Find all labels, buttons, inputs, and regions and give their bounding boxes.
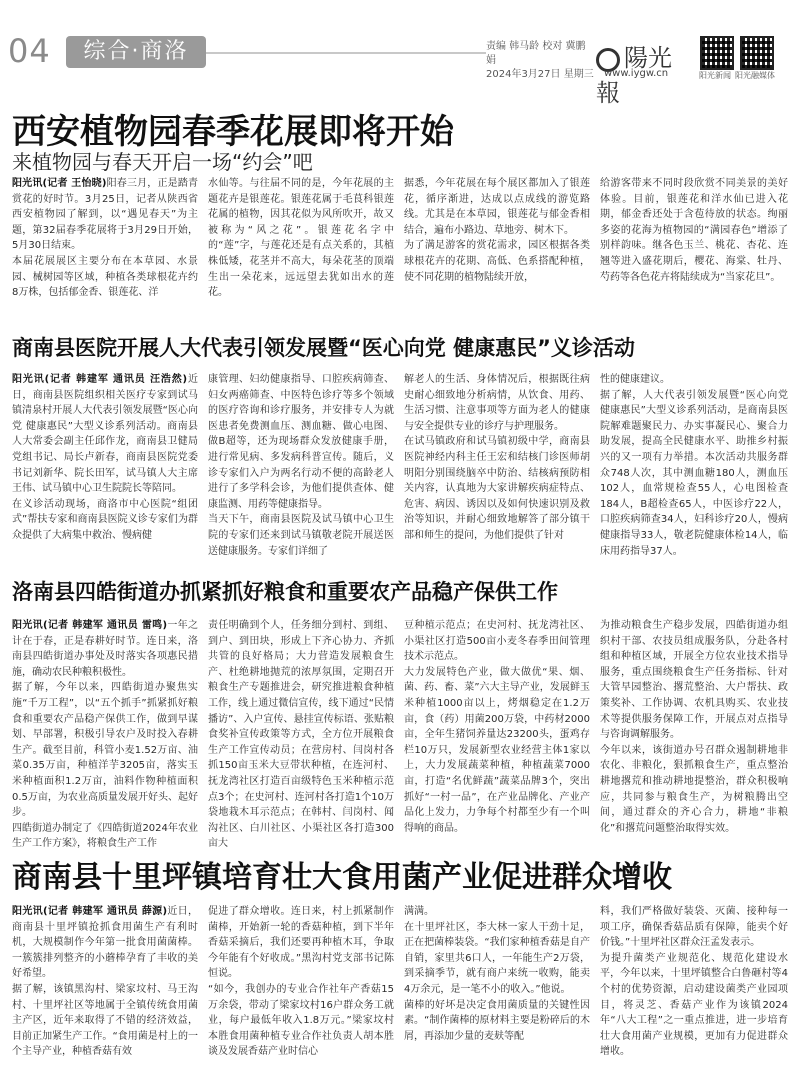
article-1-col-3: 据悉，今年花展在每个展区都加入了银莲花，循序渐进，达成以点成线的游览路线。尤其是在本草园，银莲花与郁金香相结合，遍布小路边、草地旁、树木下。 为了满足游客的赏花需求，园区根据各类球根花卉的花期、高低、色系搭配种植，使不同花期的植物陆续开放， — [404, 178, 590, 283]
page-number: 04 — [8, 32, 51, 70]
article-1-title: 西安植物园春季花展即将开始 — [12, 112, 454, 152]
article-2-column — [12, 372, 198, 558]
qr-label-1: 阳光新闻 — [699, 71, 731, 80]
article-2-title: 商南县医院开展人大代表引领发展暨“医心向党 健康惠民”义诊活动 — [12, 336, 635, 360]
section-tag: 综合·商洛 — [66, 36, 206, 68]
article-4-byline: 阳光讯(记者 韩建军 通讯员 薛源) — [12, 906, 168, 917]
article-4-col-2: 促进了群众增收。连日来，村上抓紧制作菌棒，开始新一轮的香菇种植，到下半年香菇采摘后，我们还要再种植木耳，争取今年能有个好收成。”黑沟村党支部书记陈恒说。 “如今，我创办的专业合作社年产香菇15万余袋，带动了梁家坟村16户群众务工就业，每户最低年收入1.8万元。”梁家坟村本胜食用菌种植专业合作社负责人胡本胜谈及发展香菇产业时信心 — [208, 906, 394, 1058]
article-4-col-1: 近日，商南县十里坪镇抢抓食用菌生产有利时机，大规模制作今年第一批食用菌菌棒。一簇簇排列整齐的小蘑棒孕育了丰收的美好希望。 据了解，该镇黑沟村、梁家坟村、马王沟村、十里坪社区等地属于全镇传统食用菌主产区，近年来取得了不错的经济效益，目前正加紧生产工作。“食用菌是村上的一个主导产业，种植香菇有效 — [12, 906, 198, 1058]
article-4-col-3: 满满。 在十里坪社区，李大林一家人干劲十足，正在把菌棒装袋。“我们家种植香菇是自产自销，家里共6口人，一年能生产2万袋，到采摘季节，就有商户来统一收购，能卖4万余元，是一笔不小的收入。”他说。 菌棒的好坏是决定食用菌质量的关键性因素。“制作菌棒的原材料主要是粉碎后的木屑，再添加少量的麦麸等配 — [404, 906, 590, 1042]
article-4-title: 商南县十里坪镇培育壮大食用菌产业促进群众增收 — [12, 860, 672, 895]
website-url: www.iygw.cn — [604, 68, 669, 79]
article-3-column — [12, 618, 198, 850]
article-3-col-2: 责任明确到个人，任务细分到村、到组、到户、到田块，形成上下齐心协力、齐抓共管的良好格局；大力营造发展粮食生产、杜绝耕地抛荒的浓厚氛围，定期召开粮食生产专题推进会，研究推进粮食种植工作，线上通过微信宣传，线下通过“民情播访”、入户宣传、悬挂宣传标语、张贴粮食奖补宣传政策等方式，全方位开展粮食生产工作宣传动员；在营房村、闫岗村各抓150亩玉米大豆带状种植，在连河村、抚龙湾社区打造百亩级特色玉米种植示范点3个；在史河村、连河村各打造1个10万袋地栽木耳示范点；在韩村、闫岗村、闻沟社区、白川社区、小渠社区各打造300亩大 — [208, 620, 394, 850]
article-3-byline: 阳光讯(记者 韩建军 通讯员 雷鸣) — [12, 620, 168, 631]
header-divider — [206, 52, 486, 54]
qr-code-icon — [740, 36, 774, 70]
article-2-byline: 阳光讯(记者 韩建军 通讯员 汪浩然) — [12, 374, 188, 385]
article-2-col-1: 近日，商南县医院组织相关医疗专家到试马镇清泉村开展人大代表引领发展暨“医心向党 健康惠民”大型义诊系列活动。商南县人大常委会副主任邱作龙，商南县卫健局党组书记、局长卢新春，商南县医院党委书记刘新华、院长田军，试马镇人大主席王伟、试马镇中心卫生院院长等陪同。 在义诊活动现场，商洛市中心医院“组团式”帮扶专家和商南县医院义诊专家们为群众提供了大病集中救治、慢病健 — [12, 374, 199, 541]
article-3-col-4: 为推动粮食生产稳步发展，四皓街道办组织村干部、农技员组成服务队，分赴各村组和种植区域，开展全方位农业技术指导服务，重点围绕粮食生产任务指标、针对大管早园整治、撂荒整治、大户帮扶、政策奖补、工作协调、农机具购买、农业技术等提供服务保障工作，开展点对点指导与咨询调解服务。 今年以来，该街道办号召群众遏制耕地非农化、非粮化，狠抓粮食生产，重点整治耕地撂荒和推动耕地提整治，群众积极响应，共同参与粮食生产，为树粮腾出空间，通过群众的齐心合力，耕地“非粮化”和撂荒问题整治取得实效。 — [600, 620, 788, 834]
article-1-col-4: 给游客带来不同时段欣赏不同美景的美好体验。目前，银莲花和洋水仙已进入花期，郁金香还处于含苞待放的状态。绚丽多姿的花海为植物园的“满园春色”增添了别样韵味。继各色玉兰、桃花、杏花、连翘等进入盛花期后，樱花、海棠、牡丹、芍药等各色花卉将陆续成为“当家花旦”。 — [600, 178, 788, 283]
article-1-col-1: 阳春三月，正是踏青赏花的好时节。3月25日，记者从陕西省西安植物园了解到，以“遇见春天”为主题，第32届春季花展将于3月29日开始，5月30日结束。 本届花展展区主要分布在本草园、水景园、械树园等区域，种植各类球根花卉约8万株，包括郁金香、银莲花、洋 — [12, 178, 199, 299]
qr-label-2: 阳光融媒体 — [735, 71, 775, 80]
article-2-body — [12, 372, 788, 558]
article-1-column — [12, 176, 198, 322]
article-2-col-4: 性的健康建议。 据了解，人大代表引领发展暨“医心向党 健康惠民”大型义诊系列活动，是商南县医院解难题聚民力、办实事凝民心、聚合力助发展，提高全民健康水平、助推乡村振兴的又一项有力举措。本次活动共服务群众748人次，其中测血糖180人，测血压102人，血常规检查55人，心电图检查184人，B超检查65人，中医诊疗22人，口腔疾病筛查34人，妇科诊疗20人，慢病健康指导33人，敬老院健康体检14人，临床用药指导37人。 — [600, 374, 788, 557]
article-1-subtitle: 来植物园与春天开启一场“约会”吧 — [12, 150, 313, 174]
editors-line: 责编 韩马龄 校对 冀鹏娟 — [486, 41, 586, 66]
article-1-byline: 阳光讯(记者 王怡晓) — [12, 178, 107, 189]
article-3-col-1: 一年之计在于春，正是春耕好时节。连日来，洛南县四皓街道办事处及时落实各项惠民措施，确动农民种粮积极性。 据了解，今年以来，四皓街道办聚焦实施“千万工程”，以“五个抓手”抓紧抓好粮食和重要农产品稳产保供工作，做到早谋划、早部署，积极引导农户及时投入春耕生产。截至目前，科管小麦1.52万亩、油菜0.35万亩，种植洋芋3205亩，落实玉米种植面积1.2万亩，油料作物种植面积0.5万亩，为农业高质量发展开好头、起好步。 四皓街道办制定了《四皓街道2024年农业生产工作方案》，将粮食生产工作 — [12, 620, 198, 850]
header-meta — [486, 40, 594, 82]
article-4-col-4: 料，我们严格做好装袋、灭菌、接种每一项工序，确保香菇品质有保障，能卖个好价钱。”十里坪社区群众汪孟发表示。 为提升菌类产业规范化、规范化建设水平，今年以来，十里坪镇整合白鲁砸村等4个村的优势资源，启动建设菌类产业园项目，将灵芝、香菇产业作为该镇2024年“八大工程”之一重点推进，进一步培育壮大食用菌产业规模，更加有力促进群众增收。 — [600, 906, 788, 1058]
article-3-body — [12, 618, 788, 850]
article-3-title: 洛南县四皓街道办抓紧抓好粮食和重要农产品稳产保供工作 — [12, 580, 558, 604]
date-line: 2024年3月27日 星期三 — [486, 69, 594, 80]
article-1-col-2: 水仙等。与往届不同的是，今年花展的主题花卉是银莲花。银莲花属于毛茛科银莲花属的植物，因其花似为风所吹开，故又被称为“风之花”。银莲花名字中的“莲”字，与莲花还是有点关系的，其植株低矮，花茎并不高大，每朵花茎的顶端生出一朵花来，远远望去犹如出水的莲花。 — [208, 178, 394, 299]
page-header — [0, 0, 800, 107]
article-4-body — [12, 904, 788, 1080]
article-1-body — [12, 176, 788, 322]
article-4-column — [12, 904, 198, 1080]
qr-code-icon — [700, 36, 734, 70]
article-2-col-2: 康管理、妇幼健康指导、口腔疾病筛查、妇女两癌筛查、中医特色诊疗等多个领域的医疗咨询和诊疗服务，并安排专人为就医患者免费测血压、测血糖、做心电图、做B超等，还为现场群众发放健康手册，进行常见病、多发病科普宣传。随后，义诊专家们入户为两名行动不便的高龄老人进行了多学科会诊，为他们提供查体、健康监测、用药等健康指导。 当天下午，商南县医院及试马镇中心卫生院的专家们还来到试马镇敬老院开展送医送健康服务。专家们详细了 — [208, 374, 394, 557]
article-3-col-3: 豆种植示范点；在史河村、抚龙湾社区、小渠社区打造500亩小麦冬春季田间管理技术示范点。 大力发展特色产业，做大做优“果、烟、菌、药、畜、菜”六大主导产业，发展鲜玉米种植1000亩以上，烤烟稳定在1.2万亩，食（药）用菌200万袋，中药材2000亩，全年生猪饲养量达23200头，蛋鸡存栏10万只，发展新型农业经营主体1家以上，大力发展蔬菜种植，种植蔬菜7000亩，打造“名优鲜蔬”蔬菜品牌3个，突出抓好“一村一品”，在产业品牌化、产业产品化上发力，力争每个村都至少有一个叫得响的商品。 — [404, 620, 590, 834]
article-2-col-3: 解老人的生活、身体情况后，根据既往病史耐心细致地分析病情，从饮食、用药、生活习惯、注意事项等方面为老人的健康与安全提供专业的诊疗与护理服务。 在试马镇政府和试马镇初级中学，商南县医院神经内科主任王宏和结核门诊医师胡明阳分别围绕脑卒中防治、结核病预防相关内容，认真地为大家讲解疾病症特点、危害、病因、诱因以及如何快速识别及救治等知识，并耐心细致地解答了部分镇干部和师生的提问，为他们提供了针对 — [404, 374, 590, 541]
paper-name: 陽光報 — [596, 44, 672, 107]
